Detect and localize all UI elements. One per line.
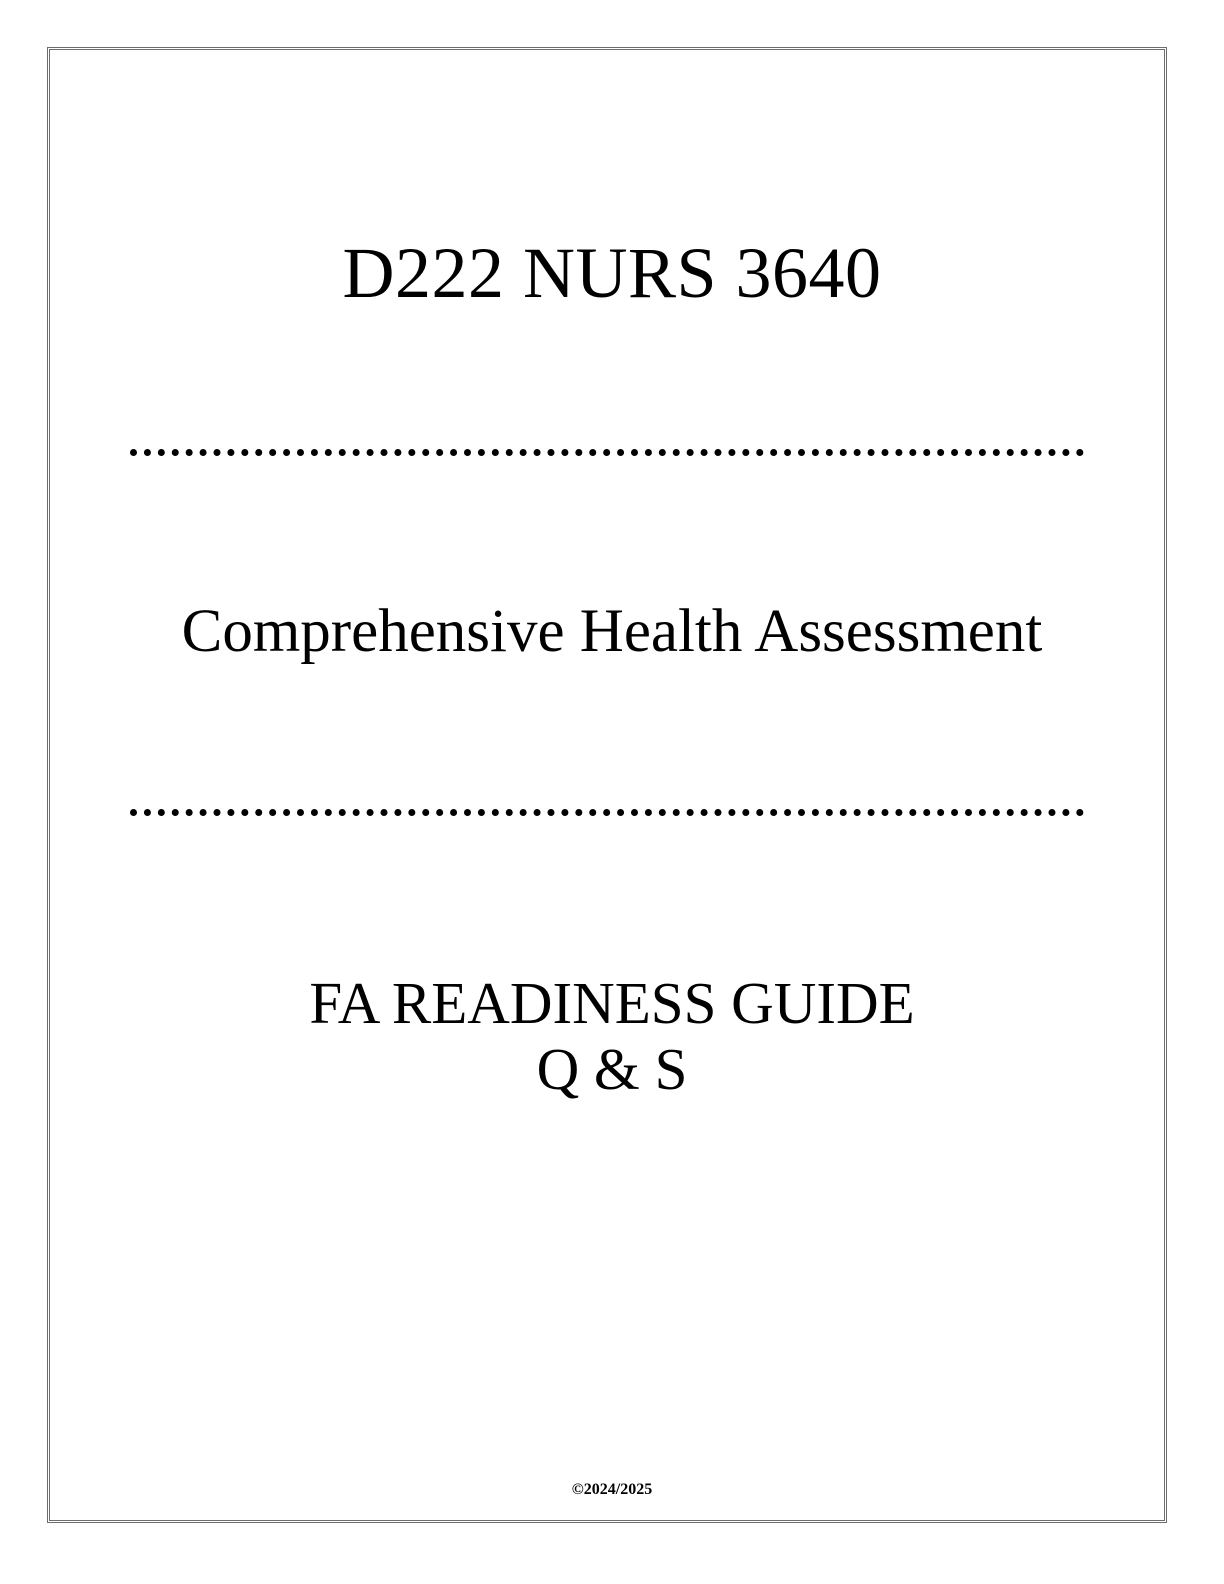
dotted-divider-bottom [130, 809, 1084, 816]
copyright-notice: ©2024/2025 [571, 1481, 653, 1498]
guide-heading-line-2: Q & S [536, 1036, 688, 1102]
dotted-divider-top [130, 449, 1084, 456]
guide-heading [0, 970, 1224, 1102]
document-subtitle: Comprehensive Health Assessment [181, 598, 1043, 665]
guide-heading-line-1: FA READINESS GUIDE [309, 970, 915, 1036]
document-title: D222 NURS 3640 [342, 233, 882, 313]
